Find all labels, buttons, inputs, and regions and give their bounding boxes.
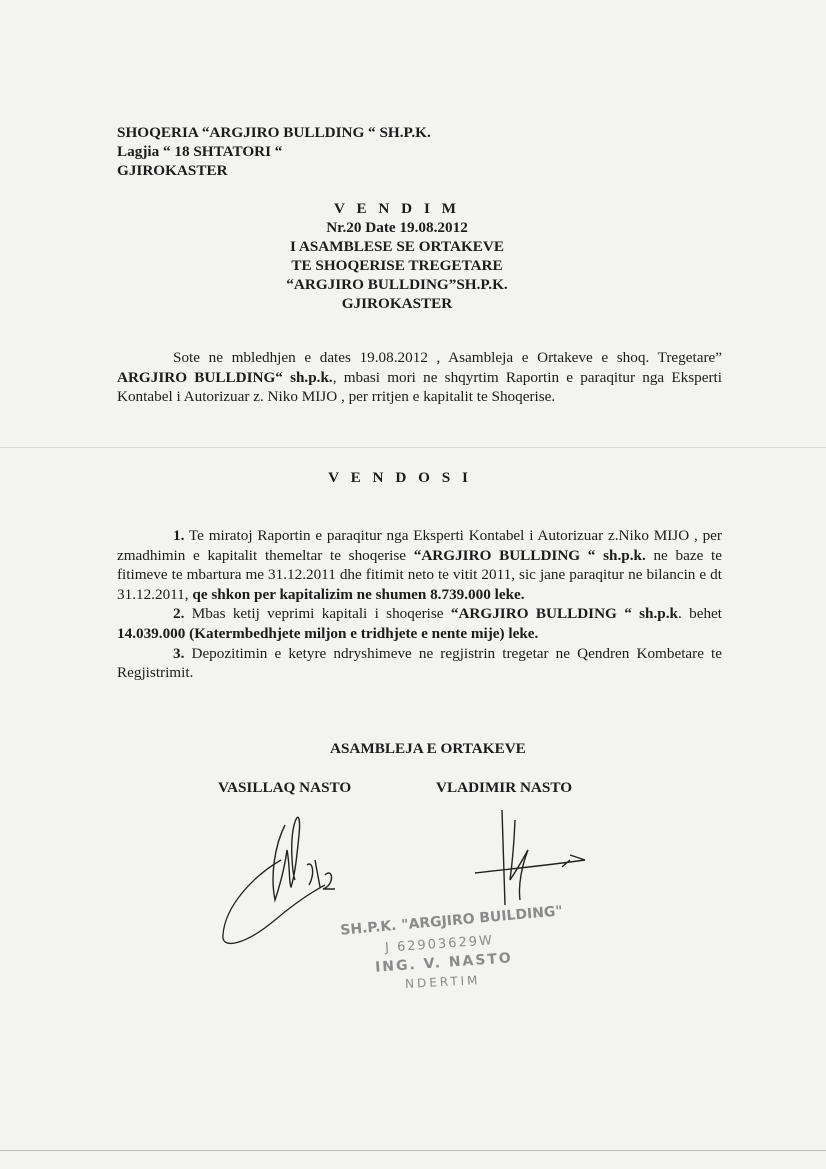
company-stamp: SH.P.K. "ARGJIRO BUILDING" J 62903629W ING. V. NASTO NDERTIM: [339, 903, 564, 991]
letterhead: [117, 123, 431, 180]
section-heading-vendosi: V E N D O S I: [328, 469, 472, 486]
title-line: I ASAMBLESE SE ORTAKEVE: [290, 238, 504, 255]
decision-items: [117, 526, 722, 683]
title-line: GJIROKASTER: [341, 295, 453, 312]
decision-item-1: 1. Te miratoj Raportin e paraqitur nga Eksperti Kontabel i Autorizuar z.Niko MIJO , per zmadhimin e kapitalit themeltar te shoqerise “ARGJIRO BULLDING “ sh.p.k. ne baze te fitimeve te mbartura me 31.12.2011 dhe fitimit neto te vitit 2011, sic jane paraqitur ne bilancin e dt 31.12.2011, qe shkon per kapitalizim ne shumen 8.739.000 leke.: [117, 527, 722, 603]
title-line: “ARGJIRO BULLDING”SH.P.K.: [286, 276, 508, 293]
signatory-2: VLADIMIR NASTO: [436, 779, 573, 796]
company-address: Lagjia “ 18 SHTATORI “: [117, 143, 283, 160]
intro-paragraph: [117, 348, 722, 407]
scan-line: [0, 447, 826, 448]
decision-item-2: 2. Mbas ketij veprimi kapitali i shoqerise “ARGJIRO BULLDING “ sh.p.k. behet 14.039.000 (Katermbedhjete miljon e tridhjete e nente mije) leke.: [117, 605, 723, 642]
decision-number: Nr.20 Date 19.08.2012: [326, 219, 468, 236]
title-vendim: V E N D I M: [334, 200, 460, 217]
signatory-1: VASILLAQ NASTO: [218, 779, 352, 796]
decision-item-3: 3. Depozitimin e ketyre ndryshimeve ne regjistrin tregetar ne Qendren Kombetare te Regjistrimit.: [117, 644, 722, 682]
title-line: TE SHOQERISE TREGETARE: [291, 257, 503, 274]
company-city: GJIROKASTER: [117, 162, 228, 179]
signature-vladimir-nasto: [470, 805, 590, 915]
assembly-heading: ASAMBLEJA E ORTAKEVE: [330, 740, 526, 757]
scan-line: [0, 1150, 826, 1151]
intro-company: ARGJIRO BULLDING“ sh.p.k.: [117, 368, 333, 386]
company-name: SHOQERIA “ARGJIRO BULLDING “ SH.P.K.: [117, 124, 431, 141]
intro-text: Sote ne mbledhjen e dates 19.08.2012 , Asambleja e Ortakeve e shoq. Tregetare”: [173, 349, 722, 366]
document-title: [200, 199, 594, 313]
intro-text: , mbasi mori ne shqyrtim Raportin e paraqitur nga Eksperti Kontabel i Autorizuar z. Niko MIJO , per rritjen e kapitalit te Shoqerise.: [117, 368, 722, 406]
